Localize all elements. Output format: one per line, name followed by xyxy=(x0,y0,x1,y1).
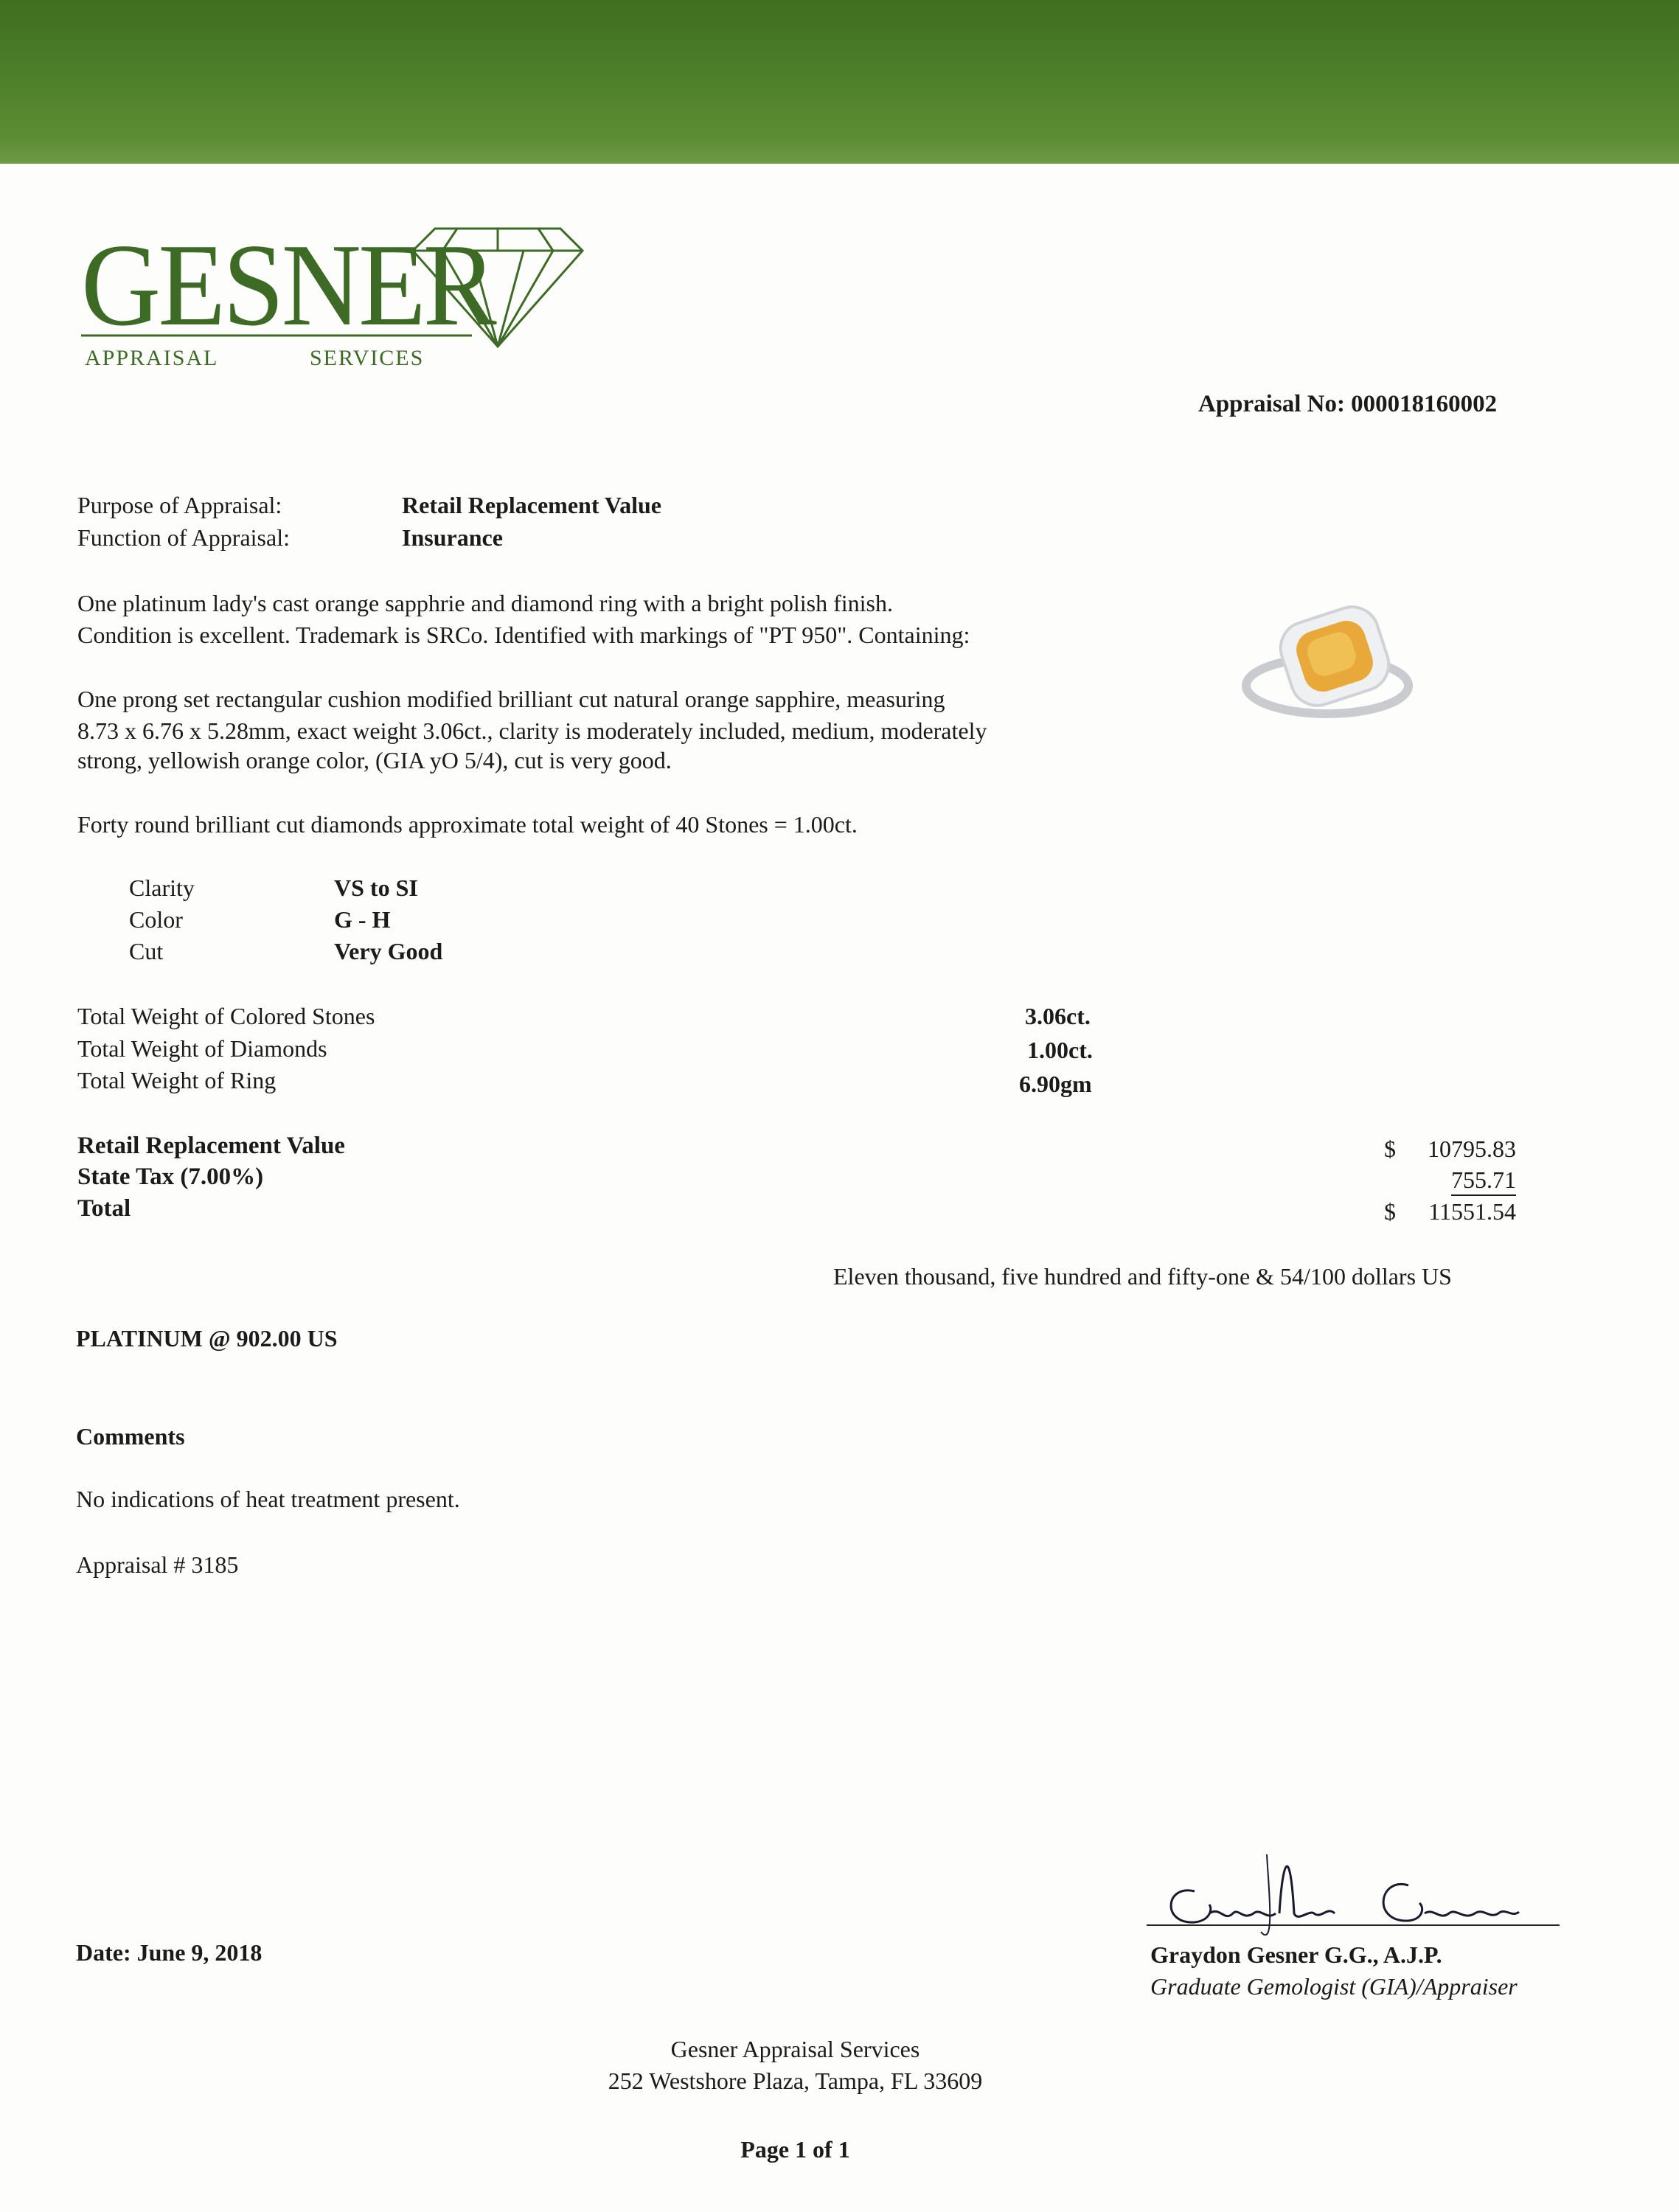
weight-label-colored: Total Weight of Colored Stones xyxy=(77,1003,375,1029)
logo-sub-right: SERVICES xyxy=(310,346,425,370)
description-line-2: Condition is excellent. Trademark is SRCo. Identified with markings of "PT 950". Containing: xyxy=(77,622,970,648)
weight-value-ring: 6.90gm xyxy=(1019,1071,1092,1097)
purpose-label: Purpose of Appraisal: xyxy=(77,492,282,518)
platinum-price: PLATINUM @ 902.00 US xyxy=(76,1325,338,1352)
appraiser-name: Graydon Gesner G.G., A.J.P. xyxy=(1150,1941,1442,1968)
total-amount: 11551.54 xyxy=(1428,1198,1516,1225)
weight-value-colored: 3.06ct. xyxy=(1025,1003,1091,1029)
retail-label: Retail Replacement Value xyxy=(77,1133,345,1159)
grade-label-cut: Cut xyxy=(129,938,164,964)
retail-amount: 10795.83 xyxy=(1428,1135,1516,1162)
retail-currency: $ xyxy=(1384,1135,1396,1162)
logo-sub-left: APPRAISAL xyxy=(85,346,219,370)
function-label: Function of Appraisal: xyxy=(77,524,290,551)
signature-line xyxy=(1147,1924,1560,1926)
grade-value-clarity: VS to SI xyxy=(334,874,418,901)
total-currency: $ xyxy=(1384,1198,1396,1225)
page-number: Page 1 of 1 xyxy=(740,2136,850,2163)
footer-company: Gesner Appraisal Services xyxy=(670,2036,920,2062)
comments-text: No indications of heat treatment present. xyxy=(76,1486,460,1512)
grade-value-cut: Very Good xyxy=(334,938,443,964)
weight-value-diamonds: 1.00ct. xyxy=(1027,1037,1093,1063)
handwritten-signature xyxy=(1150,1840,1563,1935)
purpose-value: Retail Replacement Value xyxy=(402,492,661,518)
function-value: Insurance xyxy=(402,524,503,551)
sapphire-line-2: 8.73 x 6.76 x 5.28mm, exact weight 3.06ct., clarity is moderately included, medium, moderately xyxy=(77,717,987,744)
ring-photo xyxy=(1239,597,1431,730)
appraisal-reference: Appraisal # 3185 xyxy=(76,1551,239,1578)
grade-value-color: G - H xyxy=(334,906,391,933)
grade-label-clarity: Clarity xyxy=(129,874,195,901)
sapphire-line-3: strong, yellowish orange color, (GIA yO 5/4), cut is very good. xyxy=(77,747,672,773)
total-label: Total xyxy=(77,1195,131,1222)
total-in-words: Eleven thousand, five hundred and fifty-one & 54/100 dollars US xyxy=(833,1263,1452,1290)
description-line-1: One platinum lady's cast orange sapphrie and diamond ring with a bright polish finish. xyxy=(77,590,893,616)
tax-amount-wrap xyxy=(1401,1166,1516,1194)
grade-label-color: Color xyxy=(129,906,183,933)
appraiser-title: Graduate Gemologist (GIA)/Appraiser xyxy=(1150,1973,1518,2000)
footer-address: 252 Westshore Plaza, Tampa, FL 33609 xyxy=(608,2067,983,2094)
appraisal-date: Date: June 9, 2018 xyxy=(76,1939,263,1966)
appraisal-number: Appraisal No: 000018160002 xyxy=(1198,391,1498,417)
weight-label-diamonds: Total Weight of Diamonds xyxy=(77,1035,327,1062)
diamonds-line: Forty round brilliant cut diamonds approximate total weight of 40 Stones = 1.00ct. xyxy=(77,811,858,838)
tax-amount: 755.71 xyxy=(1451,1166,1516,1196)
green-header-band xyxy=(0,0,1679,164)
logo-brand: GESNER xyxy=(81,219,498,350)
comments-heading: Comments xyxy=(76,1423,185,1450)
weight-label-ring: Total Weight of Ring xyxy=(77,1067,277,1093)
gesner-logo xyxy=(74,199,605,383)
sapphire-line-1: One prong set rectangular cushion modified brilliant cut natural orange sapphire, measuring xyxy=(77,686,945,712)
tax-label: State Tax (7.00%) xyxy=(77,1164,264,1190)
